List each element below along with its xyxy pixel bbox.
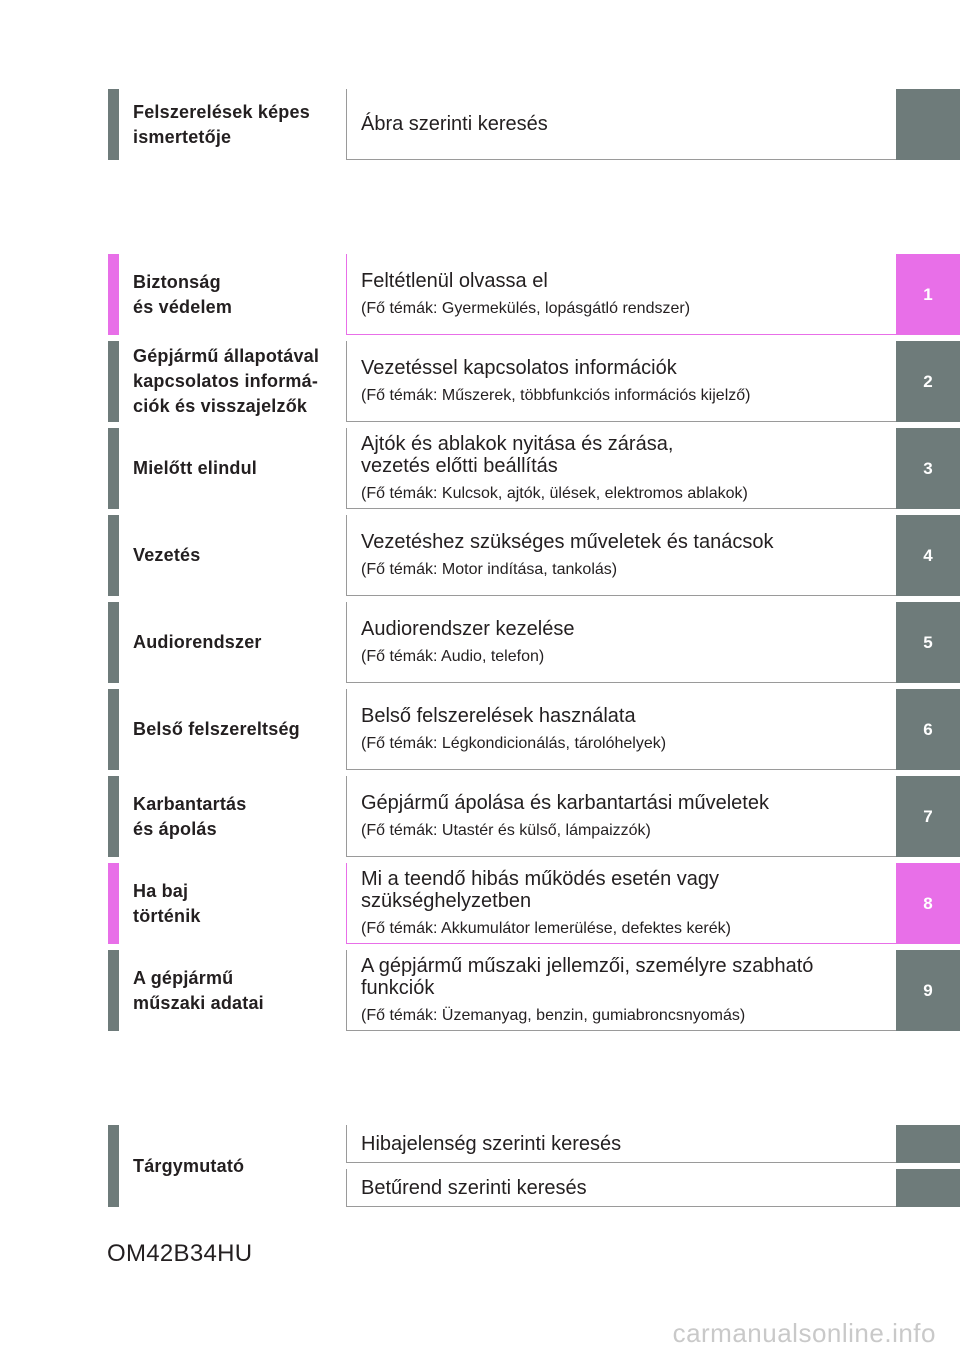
chapter-label bbox=[133, 863, 333, 944]
chapter-row bbox=[0, 428, 960, 509]
section-bar bbox=[108, 428, 119, 509]
chapter-row bbox=[0, 863, 960, 944]
manual-code: OM42B34HU bbox=[107, 1240, 253, 1267]
header-content[interactable] bbox=[346, 89, 897, 160]
chapter-title-line: vezetés előtti beállítás bbox=[361, 454, 558, 477]
chapter-label bbox=[133, 689, 333, 770]
index-tab-1[interactable] bbox=[896, 1125, 960, 1163]
chapter-row bbox=[0, 602, 960, 683]
chapter-title-line: szükséghelyzetben bbox=[361, 889, 532, 912]
chapter-link[interactable] bbox=[346, 950, 897, 1031]
chapter-link[interactable] bbox=[346, 341, 897, 422]
chapter-title bbox=[361, 955, 891, 999]
chapter-label-line: Ha baj bbox=[133, 880, 189, 901]
chapter-label-line: ciók és visszajelzők bbox=[133, 396, 308, 416]
chapter-link[interactable] bbox=[346, 689, 897, 770]
chapter-title-line: Audiorendszer kezelése bbox=[361, 617, 575, 640]
chapter-title-line: Mi a teendő hibás működés esetén vagy bbox=[361, 867, 719, 890]
chapter-label-line: és ápolás bbox=[133, 818, 217, 839]
header-row bbox=[0, 89, 960, 160]
section-bar bbox=[108, 254, 119, 335]
index-item-row bbox=[0, 1125, 960, 1163]
chapter-label-line: történik bbox=[133, 905, 201, 926]
section-bar bbox=[108, 776, 119, 857]
index-tab-2[interactable] bbox=[896, 1169, 960, 1207]
chapter-title bbox=[361, 357, 891, 379]
chapter-tab-1[interactable]: 1 bbox=[896, 254, 960, 335]
chapter-title-line: Ajtók és ablakok nyitása és zárása, bbox=[361, 432, 674, 455]
header-label-line-1: Felszerelések képes bbox=[133, 101, 310, 122]
chapter-label-line: Biztonság bbox=[133, 271, 221, 292]
chapter-title-line: funkciók bbox=[361, 976, 435, 999]
chapter-link[interactable] bbox=[346, 863, 897, 944]
section-bar bbox=[108, 950, 119, 1031]
chapter-label-line: Belső felszereltség bbox=[133, 719, 300, 739]
section-bar bbox=[108, 515, 119, 596]
chapter-label-line: és védelem bbox=[133, 296, 233, 317]
chapter-tab-8[interactable]: 8 bbox=[896, 863, 960, 944]
chapter-title bbox=[361, 705, 891, 727]
chapter-tab-2[interactable]: 2 bbox=[896, 341, 960, 422]
section-bar bbox=[108, 863, 119, 944]
index-item-row bbox=[0, 1169, 960, 1207]
chapter-title bbox=[361, 868, 891, 912]
header-title: Ábra szerinti keresés bbox=[361, 113, 548, 135]
chapter-label-line: Mielőtt elindul bbox=[133, 458, 257, 478]
chapter-label bbox=[133, 341, 333, 422]
chapter-title-line: Feltétlenül olvassa el bbox=[361, 269, 548, 292]
index-item-alphabetical[interactable] bbox=[346, 1169, 897, 1207]
chapter-label bbox=[133, 428, 333, 509]
chapter-row bbox=[0, 689, 960, 770]
chapter-title-line: Gépjármű ápolása és karbantartási műveletek bbox=[361, 791, 769, 814]
chapter-subtitle: (Fő témák: Audio, telefon) bbox=[361, 647, 545, 665]
chapter-subtitle: (Fő témák: Akkumulátor lemerülése, defektes kerék) bbox=[361, 919, 731, 937]
chapter-subtitle: (Fő témák: Kulcsok, ajtók, ülések, elektromos ablakok) bbox=[361, 484, 748, 502]
index-item-error-search[interactable] bbox=[346, 1125, 897, 1163]
chapter-tab-6[interactable]: 6 bbox=[896, 689, 960, 770]
chapter-tab-7[interactable]: 7 bbox=[896, 776, 960, 857]
section-bar bbox=[108, 689, 119, 770]
chapter-tab-3[interactable]: 3 bbox=[896, 428, 960, 509]
chapter-title bbox=[361, 531, 891, 553]
chapter-tab-5[interactable]: 5 bbox=[896, 602, 960, 683]
header-label bbox=[133, 89, 333, 160]
chapter-row bbox=[0, 341, 960, 422]
chapter-title bbox=[361, 618, 891, 640]
section-bar bbox=[108, 341, 119, 422]
chapter-title bbox=[361, 433, 891, 477]
chapter-title-line: A gépjármű műszaki jellemzői, személyre szabható bbox=[361, 954, 814, 977]
chapter-subtitle: (Fő témák: Utastér és külső, lámpaizzók) bbox=[361, 821, 651, 839]
chapter-tab-4[interactable]: 4 bbox=[896, 515, 960, 596]
chapter-subtitle: (Fő témák: Műszerek, többfunkciós információs kijelző) bbox=[361, 386, 751, 404]
chapter-subtitle: (Fő témák: Légkondicionálás, tárolóhelyek) bbox=[361, 734, 667, 752]
index-item-label: Hibajelenség szerinti keresés bbox=[361, 1132, 622, 1155]
chapter-link[interactable] bbox=[346, 776, 897, 857]
chapter-link[interactable] bbox=[346, 515, 897, 596]
chapter-label bbox=[133, 776, 333, 857]
chapter-title-line: Vezetéshez szükséges műveletek és tanácsok bbox=[361, 530, 774, 553]
chapter-subtitle: (Fő témák: Motor indítása, tankolás) bbox=[361, 560, 618, 578]
chapter-tab-9[interactable]: 9 bbox=[896, 950, 960, 1031]
section-bar bbox=[108, 602, 119, 683]
chapter-label-line: Karbantartás bbox=[133, 793, 247, 814]
chapter-label-line: műszaki adatai bbox=[133, 992, 264, 1013]
index-label: Tárgymutató bbox=[133, 1155, 245, 1176]
chapter-title bbox=[361, 792, 891, 814]
chapter-title-line: Vezetéssel kapcsolatos információk bbox=[361, 356, 677, 379]
chapter-subtitle: (Fő témák: Üzemanyag, benzin, gumiabroncsnyomás) bbox=[361, 1006, 746, 1024]
chapter-label-line: kapcsolatos informá- bbox=[133, 371, 319, 391]
chapter-link[interactable] bbox=[346, 602, 897, 683]
watermark: carmanualsonline.info bbox=[672, 1318, 936, 1348]
chapter-label-line: Vezetés bbox=[133, 545, 201, 565]
chapter-label bbox=[133, 254, 333, 335]
chapter-label-line: Gépjármű állapotával bbox=[133, 346, 320, 366]
header-tab[interactable] bbox=[896, 89, 960, 160]
section-bar bbox=[108, 89, 119, 160]
chapter-row bbox=[0, 515, 960, 596]
chapter-link[interactable] bbox=[346, 428, 897, 509]
chapter-label bbox=[133, 515, 333, 596]
chapter-subtitle: (Fő témák: Gyermekülés, lopásgátló rendszer) bbox=[361, 299, 691, 317]
header-label-line-2: ismertetője bbox=[133, 126, 232, 147]
chapter-label bbox=[133, 602, 333, 683]
chapter-label bbox=[133, 950, 333, 1031]
chapter-row bbox=[0, 776, 960, 857]
chapter-row bbox=[0, 254, 960, 335]
chapter-link[interactable] bbox=[346, 254, 897, 335]
chapter-label-line: A gépjármű bbox=[133, 967, 234, 988]
chapter-title bbox=[361, 270, 891, 292]
chapter-title-line: Belső felszerelések használata bbox=[361, 704, 636, 727]
chapter-label-line: Audiorendszer bbox=[133, 632, 262, 652]
index-item-label: Betűrend szerinti keresés bbox=[361, 1176, 587, 1199]
chapter-row bbox=[0, 950, 960, 1031]
